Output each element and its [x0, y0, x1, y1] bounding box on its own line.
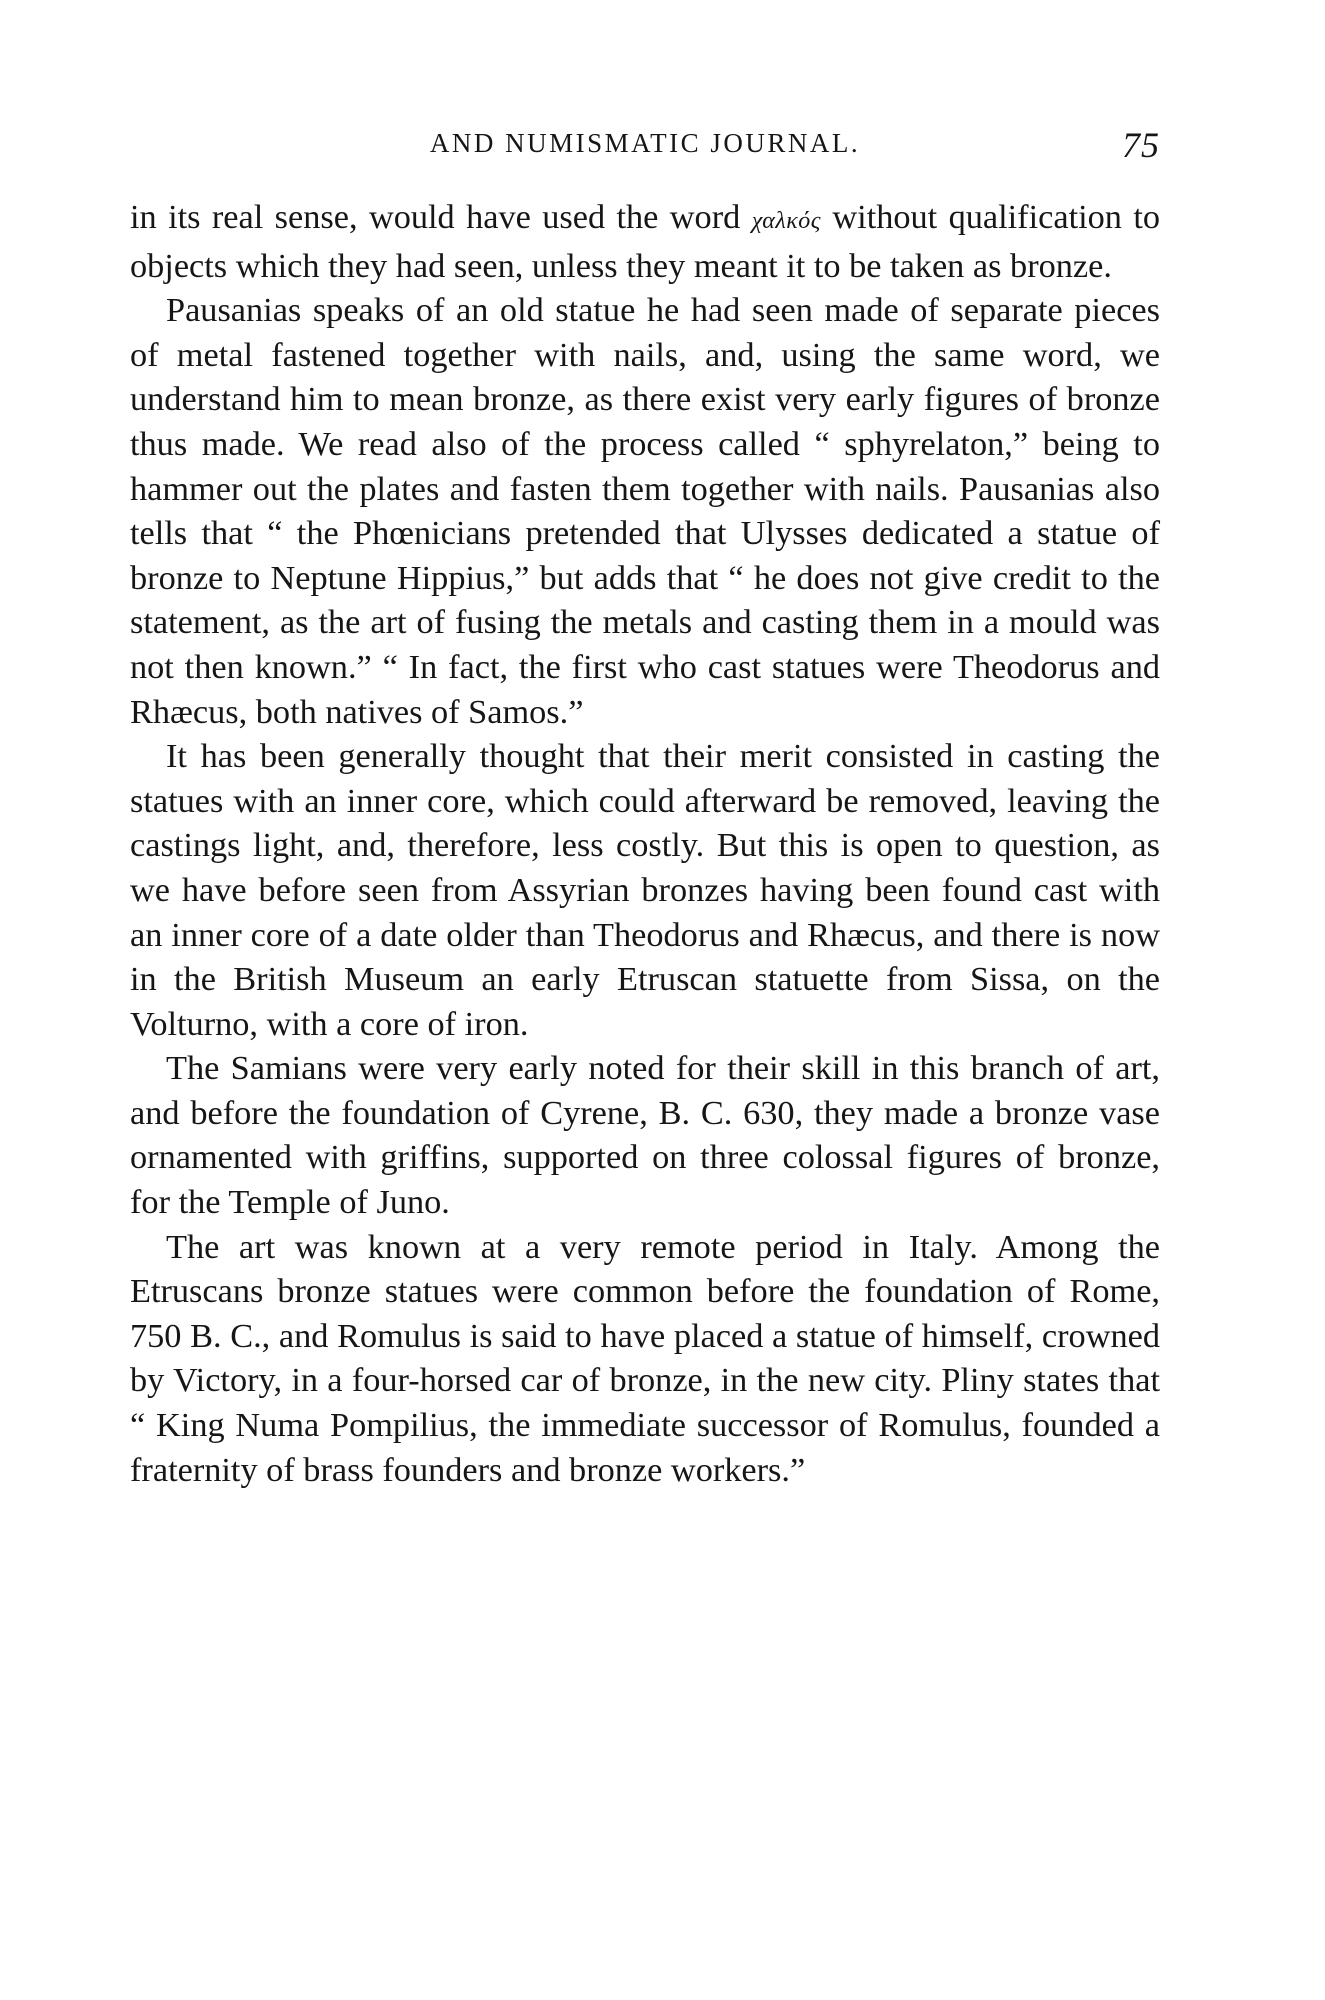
paragraph-casting-core: It has been generally thought that their merit consisted in casting the statues with an inner core, which could afterward be removed, leaving the castings light, and, therefore, less costly. But this is open to question, as we have before seen from Assyrian bronzes having been found cast with an inner core of a date older than Theodorus and Rhæcus, and there is now in the British Museum an early Etruscan statuette from Sissa, on the Volturno, with a core of iron. [130, 737, 1160, 1043]
paragraph-pausanias: Pausanias speaks of an old statue he had seen made of separate pieces of metal fastened together with nails, and, using the same word, we understand him to mean bronze, as there exist very early figures of bronze thus made. We read also of the process called “ sphyrelaton,” being to hammer out the plates and fasten them together with nails. Pausanias also tells that “ the Phœnicians pretended that Ulysses dedicated a statue of bronze to Neptune Hippius,” but adds that “ he does not give credit to the statement, as the art of fusing the metals and casting them in a mould was not then known.” “ In fact, the first who cast statues were Theodorus and Rhæcus, both natives of Samos.” [130, 291, 1160, 731]
body-text [130, 195, 1160, 1492]
paragraph-italy: The art was known at a very remote period in Italy. Among the Etruscans bronze statues were common before the foundation of Rome, 750 B. C., and Romulus is said to have placed a statue of himself, crowned by Victory, in a four-horsed car of bronze, in the new city. Pliny states that “ King Numa Pompilius, the immediate successor of Romulus, founded a fraternity of brass founders and bronze workers.” [130, 1227, 1160, 1489]
paragraph-samians: The Samians were very early noted for their skill in this branch of art, and before the foundation of Cyrene, B. C. 630, they made a bronze vase ornamented with griffins, supported on three colossal figures of bronze, for the Temple of Juno. [130, 1049, 1160, 1222]
running-head: AND NUMISMATIC JOURNAL. [429, 128, 861, 158]
page-header [130, 125, 1160, 178]
paragraph-text-part: without qualification to objects which they had seen, unless they meant it to be taken as bronze. [130, 198, 1161, 285]
greek-word: χαλκός [751, 208, 821, 234]
page-number: 75 [1122, 125, 1160, 165]
paragraph-continued [130, 195, 1160, 288]
paragraph-text-part: in its real sense, would have used the word [130, 198, 752, 236]
